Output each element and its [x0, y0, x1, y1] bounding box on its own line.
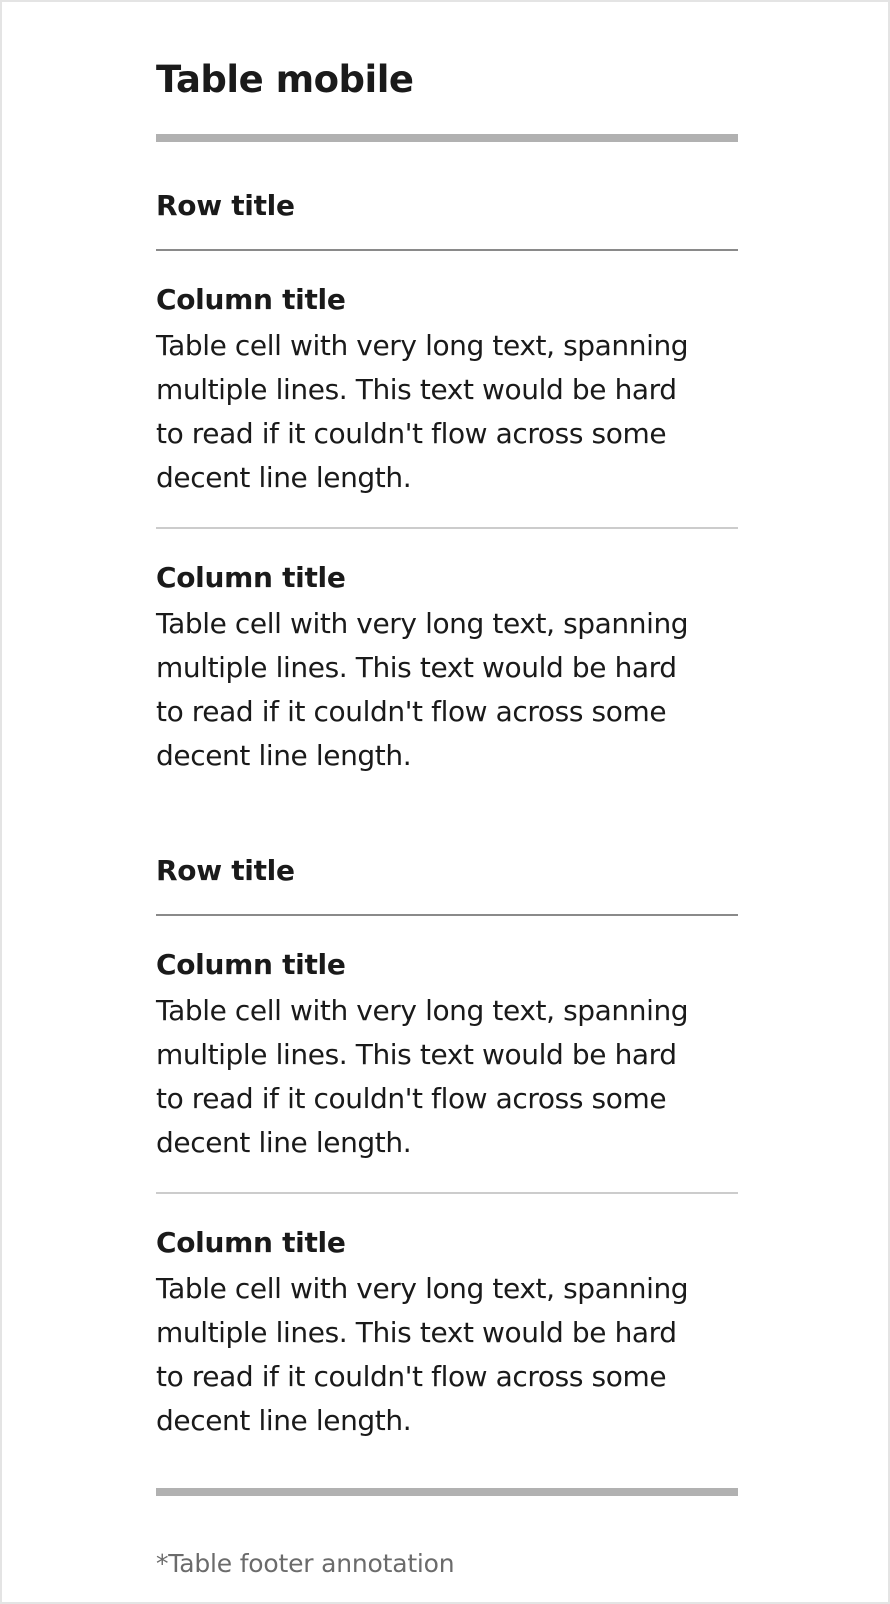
column-title: Column title [156, 283, 346, 316]
column-title: Column title [156, 561, 346, 594]
table-footer-rule [156, 1488, 738, 1496]
row-title: Row title [156, 189, 295, 222]
cell-text: Table cell with very long text, spanning multiple lines. This text would be hard to read if it couldn't flow across some decent line length. [156, 994, 689, 1159]
row-title: Row title [156, 854, 295, 887]
row-divider [156, 914, 738, 916]
cell-text: Table cell with very long text, spanning multiple lines. This text would be hard to read if it couldn't flow across some decent line length. [156, 607, 689, 772]
table-footer-annotation: *Table footer annotation [156, 1549, 455, 1578]
cell-divider [156, 527, 738, 529]
column-title: Column title [156, 948, 346, 981]
table-cell [156, 560, 738, 778]
cell-divider [156, 1192, 738, 1194]
column-title: Column title [156, 1226, 346, 1259]
table-cell [156, 947, 738, 1165]
row-divider [156, 249, 738, 251]
table-title: Table mobile [156, 58, 414, 101]
table-cell [156, 282, 738, 500]
table-header-rule [156, 134, 738, 142]
cell-text: Table cell with very long text, spanning multiple lines. This text would be hard to read if it couldn't flow across some decent line length. [156, 329, 689, 494]
table-cell [156, 1225, 738, 1443]
cell-text: Table cell with very long text, spanning multiple lines. This text would be hard to read if it couldn't flow across some decent line length. [156, 1272, 689, 1437]
